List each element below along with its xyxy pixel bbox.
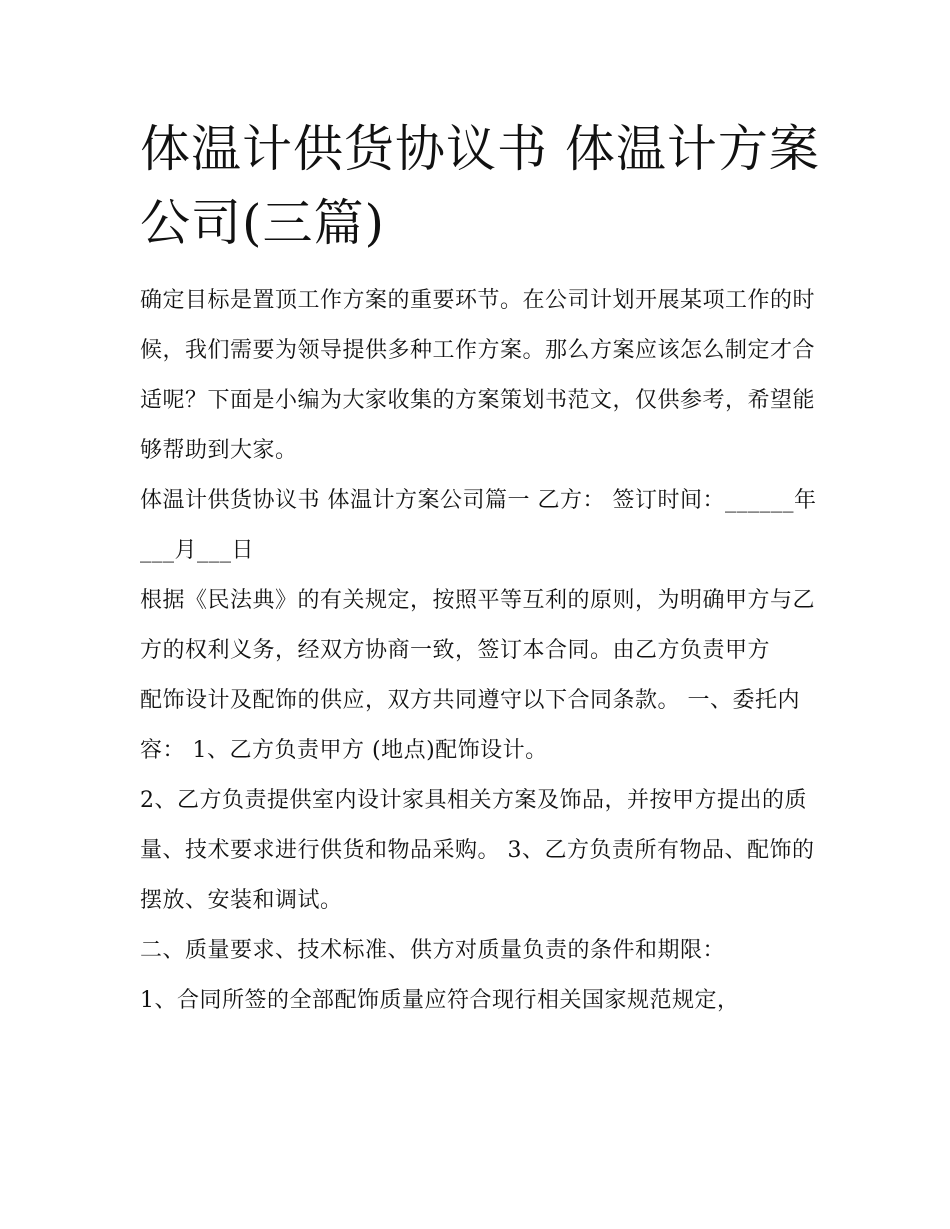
agreement-header-paragraph: 体温计供货协议书 体温计方案公司篇一 乙方： 签订时间：______年___月___日 [140, 488, 817, 563]
clause-two-item-one: 1、合同所签的全部配饰质量应符合现行相关国家规范规定， [140, 988, 740, 1013]
clause-one-items-paragraph: 2、乙方负责提供室内设计家具相关方案及饰品，并按甲方提出的质量、技术要求进行供货和物品采购。 3、乙方负责所有物品、配饰的摆放、安装和调试。 [140, 788, 815, 913]
intro-paragraph: 确定目标是置顶工作方案的重要环节。在公司计划开展某项工作的时候，我们需要为领导提供多种工作方案。那么方案应该怎么制定才合适呢？下面是小编为大家收集的方案策划书范文，仅供参考，希望能够帮助到大家。 [140, 288, 816, 463]
preamble-paragraph: 根据《民法典》的有关规定，按照平等互利的原则，为明确甲方与乙方的权利义务，经双方协商一致，签订本合同。由乙方负责甲方 [140, 588, 816, 663]
document-title: 体温计供货协议书 体温计方案公司(三篇) [140, 120, 820, 252]
clause-one-paragraph: 配饰设计及配饰的供应，双方共同遵守以下合同条款。 一、委托内容： 1、乙方负责甲方 (地点)配饰设计。 [140, 688, 800, 763]
document-page [140, 112, 820, 1026]
clause-two-heading: 二、质量要求、技术标准、供方对质量负责的条件和期限： [140, 938, 726, 963]
